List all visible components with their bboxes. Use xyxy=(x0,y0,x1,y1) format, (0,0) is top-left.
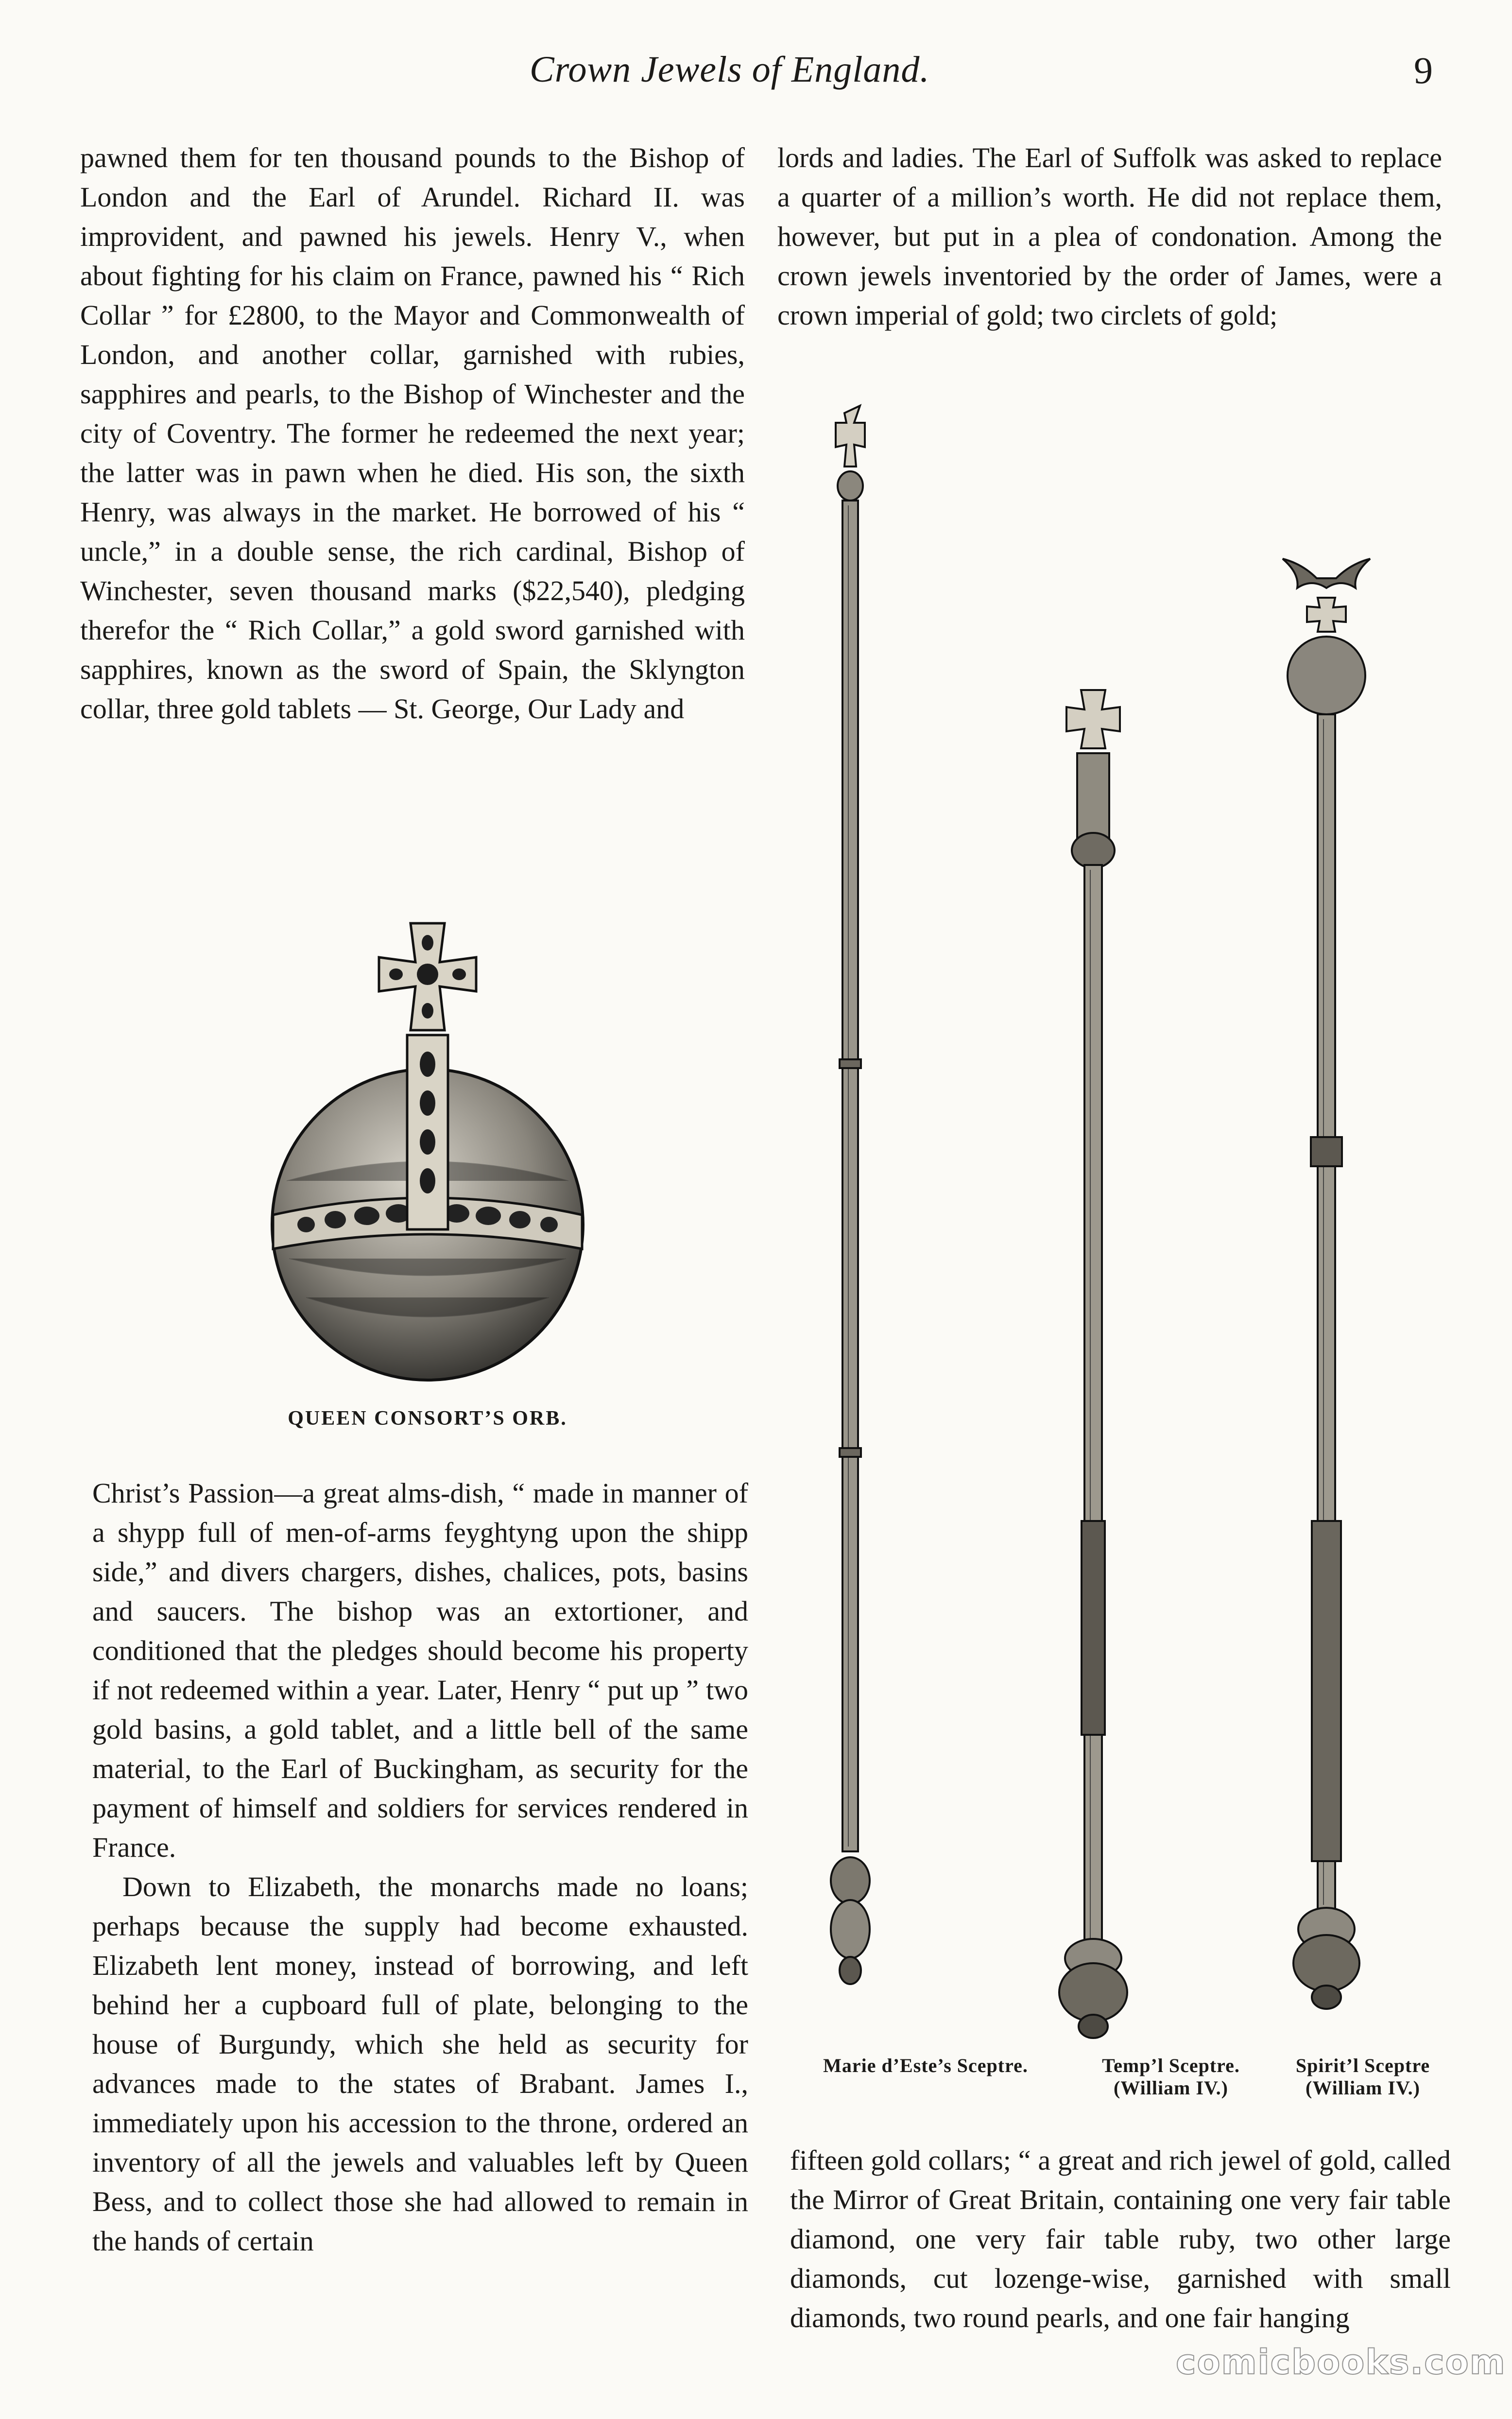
marie-deste-sceptre xyxy=(831,406,870,1984)
spiritual-sceptre xyxy=(1283,559,1370,2009)
paragraph: Down to Elizabeth, the monarchs made no loans; perhaps because the supply had become exhausted. Elizabeth lent money, instead of borrowing, and left behind her a cupboard full of plate, belonging to the house of Burgundy, which she held as security for advances made to the states of Brabant. James I., immediately upon his accession to the throne, ordered an inventory of all the jewels and valuables left by Queen Bess, and to collect those she had allowed to remain in the hands of certain xyxy=(92,1871,748,2257)
sceptre-caption-marie-deste xyxy=(787,2055,1064,2077)
right-column-bottom-text xyxy=(790,2141,1451,2337)
sceptre-caption-temporal xyxy=(1069,2055,1273,2099)
caption-subline: (William IV.) xyxy=(1114,2077,1228,2099)
page-number: 9 xyxy=(1414,49,1433,91)
caption-line: Temp’l Sceptre. xyxy=(1102,2055,1240,2076)
sceptres-illustration xyxy=(797,403,1458,2046)
paragraph: Christ’s Passion—a great alms-dish, “ made in manner of a shypp full of men-of-arms feyghtyng upon the shipp side,” and divers chargers, dishes, chalices, pots, basins and saucers. The bishop was an extortioner, and conditioned that the pledges should become his property if not redeemed within a year. Later, Henry “ put up ” two gold basins, a gold tablet, and a little bell of the same material, to the Earl of Buckingham, as security for the payment of himself and soldiers for services rendered in France. xyxy=(92,1477,748,1863)
queen-consort-orb-illustration xyxy=(243,909,612,1395)
orb-caption: QUEEN CONSORT’S ORB. xyxy=(288,1407,567,1430)
temporal-sceptre xyxy=(1059,690,1127,2038)
paragraph: lords and ladies. The Earl of Suffolk was asked to replace a quarter of a million’s worth. He did not replace them, however, but put in a plea of condonation. Among the crown jewels inventoried by the order of James, were a crown imperial of gold; two circlets of gold; xyxy=(777,142,1442,331)
paragraph: pawned them for ten thousand pounds to the Bishop of London and the Earl of Arundel. Richard II. was improvident, and pawned his jewels. Henry V., when about fighting for his claim on France, pawned his “ Rich Collar ” for £2800, to the Mayor and Commonwealth of London, and another collar, garnished with rubies, sapphires and pearls, to the Bishop of Winchester and the city of Coventry. The former he redeemed the next year; the latter was in pawn when he died. His son, the sixth Henry, was always in the market. He borrowed of his “ uncle,” in a double sense, the rich cardinal, Bishop of Winchester, seven thousand marks ($22,540), pledging therefor the “ Rich Collar,” a gold sword garnished with sapphires, known as the sword of Spain, the Sklyngton collar, three gold tablets — St. George, Our Lady and xyxy=(80,142,745,725)
right-column-top-text xyxy=(777,138,1442,335)
watermark: comicbooks.com xyxy=(1176,2342,1506,2382)
left-column-top-text xyxy=(80,138,745,728)
paragraph: fifteen gold collars; “ a great and rich jewel of gold, called the Mirror of Great Britain, containing one very fair table diamond, one very fair table ruby, two other large diamonds, cut lozenge-wise, garnished with small diamonds, two round pearls, and one fair hanging xyxy=(790,2144,1451,2333)
sceptre-caption-spiritual xyxy=(1266,2055,1460,2099)
caption-line: Spirit’l Sceptre xyxy=(1295,2055,1430,2076)
caption-line: Marie d’Este’s Sceptre. xyxy=(823,2055,1028,2076)
running-header-title: Crown Jewels of England. xyxy=(530,49,930,90)
left-column-bottom-text xyxy=(92,1473,748,2261)
caption-subline: (William IV.) xyxy=(1306,2077,1420,2099)
